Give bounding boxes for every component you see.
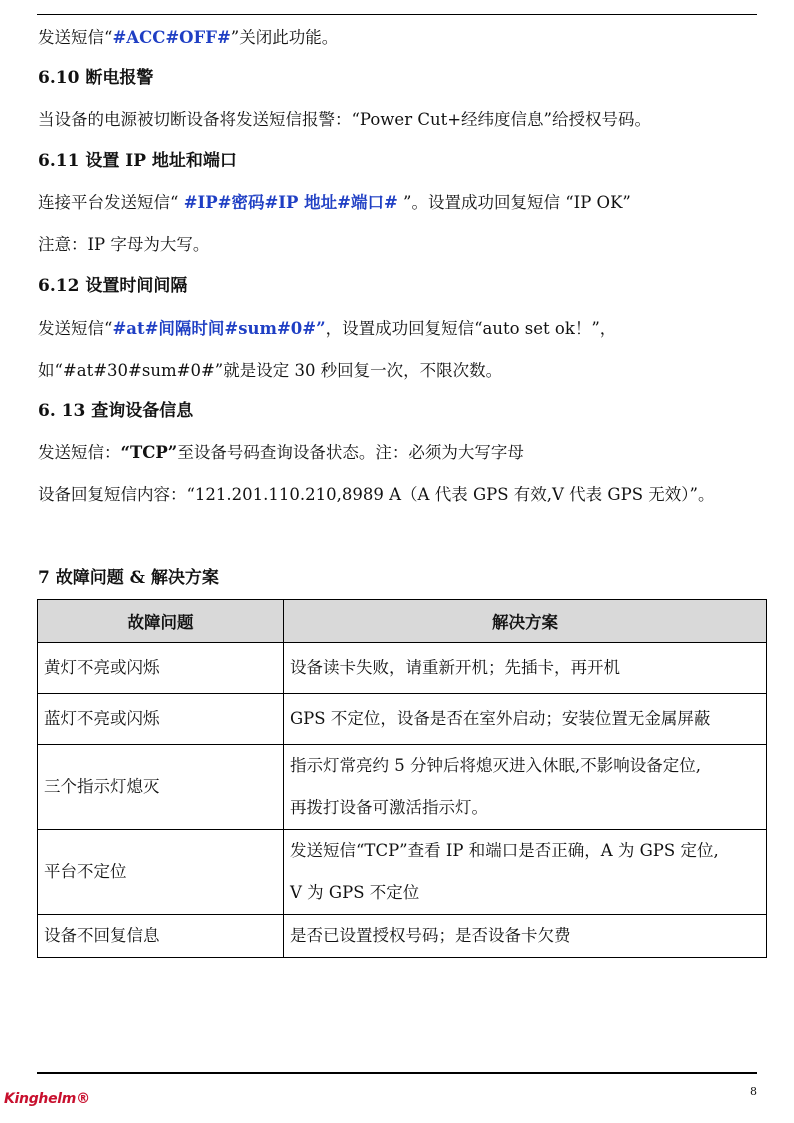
solution-cell bbox=[284, 745, 767, 830]
table-row bbox=[38, 643, 767, 694]
interval-paragraph bbox=[38, 318, 616, 340]
text-segment: 发送短信“ bbox=[38, 319, 113, 338]
text-segment: ，设置成功回复短信“auto set ok！”， bbox=[325, 319, 617, 338]
table-row bbox=[38, 745, 767, 830]
text-segment: ”。设置成功回复短信 “IP OK” bbox=[397, 193, 631, 212]
sms-command: #ACC#OFF# bbox=[112, 28, 231, 47]
column-header-solution: 解决方案 bbox=[284, 600, 767, 643]
section-heading-6-13: 6. 13 查询设备信息 bbox=[38, 401, 194, 421]
column-header-problem: 故障问题 bbox=[38, 600, 284, 643]
interval-example: 如“#at#30#sum#0#”就是设定 30 秒回复一次，不限次数。 bbox=[38, 361, 503, 380]
problem-cell: 黄灯不亮或闪烁 bbox=[38, 643, 284, 694]
text-segment: ”关闭此功能。 bbox=[230, 28, 339, 47]
problem-cell: 蓝灯不亮或闪烁 bbox=[38, 694, 284, 745]
solution-line: V 为 GPS 不定位 bbox=[290, 883, 420, 902]
table-row bbox=[38, 915, 767, 958]
page-number: 8 bbox=[750, 1085, 757, 1098]
solution-line: 指示灯常亮约 5 分钟后将熄灭进入休眠,不影响设备定位, bbox=[290, 756, 701, 775]
table-header-row bbox=[38, 600, 767, 643]
footer-rule bbox=[37, 1072, 757, 1074]
solution-cell bbox=[284, 694, 767, 745]
acc-off-paragraph bbox=[38, 27, 338, 49]
section-heading-6-11: 6.11 设置 IP 地址和端口 bbox=[38, 151, 237, 171]
ip-port-paragraph bbox=[38, 192, 631, 214]
solution-line: 设备读卡失败，请重新开机；先插卡，再开机 bbox=[290, 658, 620, 677]
brand-logo: Kinghelm® bbox=[4, 1091, 90, 1107]
solution-cell bbox=[284, 830, 767, 915]
solution-line: 发送短信“TCP”查看 IP 和端口是否正确，A 为 GPS 定位, bbox=[290, 841, 719, 860]
header-rule bbox=[37, 14, 757, 15]
reply-content-paragraph: 设备回复短信内容：“121.201.110.210,8989 A（A 代表 GPS 有效,V 代表 GPS 无效）”。 bbox=[38, 485, 715, 504]
table-row bbox=[38, 694, 767, 745]
solution-line: GPS 不定位，设备是否在室外启动；安装位置无金属屏蔽 bbox=[290, 709, 711, 728]
power-cut-paragraph: 当设备的电源被切断设备将发送短信报警：“Power Cut+经纬度信息”给授权号码。 bbox=[38, 110, 651, 129]
sms-command: #IP#密码#IP 地址#端口# bbox=[183, 193, 398, 212]
problem-cell: 三个指示灯熄灭 bbox=[38, 745, 284, 830]
solution-cell bbox=[284, 643, 767, 694]
solution-cell bbox=[284, 915, 767, 958]
solution-line: 再拨打设备可激活指示灯。 bbox=[290, 798, 488, 817]
ip-note: 注意：IP 字母为大写。 bbox=[38, 235, 210, 254]
solution-line: 是否已设置授权号码；是否设备卡欠费 bbox=[290, 926, 571, 945]
text-segment: 连接平台发送短信“ bbox=[38, 193, 184, 212]
query-paragraph bbox=[38, 442, 524, 464]
text-segment: 发送短信“ bbox=[38, 28, 113, 47]
section-heading-6-10: 6.10 断电报警 bbox=[38, 68, 154, 88]
troubleshooting-table bbox=[37, 599, 767, 958]
text-segment: 发送短信： bbox=[38, 443, 121, 462]
section-heading-7: 7 故障问题 & 解决方案 bbox=[38, 568, 219, 588]
problem-cell: 平台不定位 bbox=[38, 830, 284, 915]
text-segment: 至设备号码查询设备状态。注：必须为大写字母 bbox=[177, 443, 524, 462]
problem-cell: 设备不回复信息 bbox=[38, 915, 284, 958]
section-heading-6-12: 6.12 设置时间间隔 bbox=[38, 276, 188, 296]
sms-command: “TCP” bbox=[120, 443, 178, 462]
table-row bbox=[38, 830, 767, 915]
sms-command: #at#间隔时间#sum#0#” bbox=[112, 319, 326, 338]
